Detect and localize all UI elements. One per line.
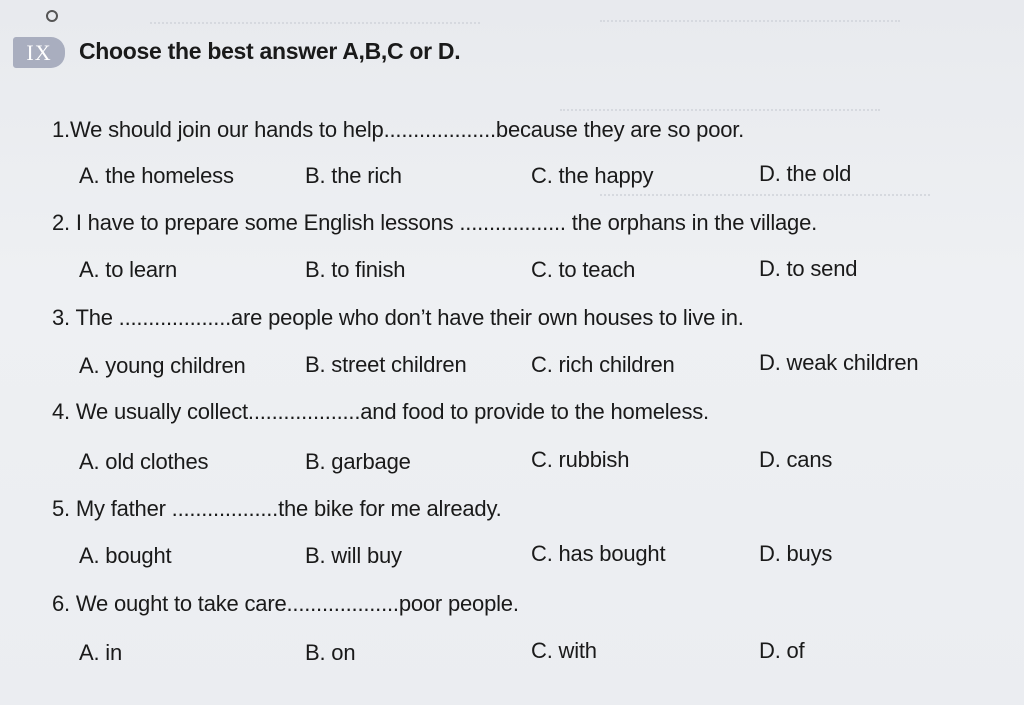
- option-a[interactable]: A. the homeless: [79, 163, 234, 188]
- option-c[interactable]: C. rubbish: [531, 447, 630, 472]
- option-d[interactable]: D. the old: [759, 161, 852, 186]
- bleed-through-line: [560, 95, 880, 111]
- option-b[interactable]: B. will buy: [305, 543, 402, 568]
- option-a[interactable]: A. to learn: [79, 257, 178, 282]
- option-c[interactable]: C. with: [531, 638, 597, 663]
- question-text: 4. We usually collect...................and food to provide to the homeless.: [52, 399, 709, 424]
- question-text: 6. We ought to take care...................poor people.: [52, 591, 519, 616]
- option-d[interactable]: D. to send: [759, 256, 858, 281]
- question-text: 3. The ...................are people who don’t have their own houses to live in.: [52, 305, 744, 330]
- option-a[interactable]: A. old clothes: [79, 449, 209, 474]
- section-number-badge: IX: [13, 37, 65, 68]
- question-text: 2. I have to prepare some English lessons .................. the orphans in the village.: [52, 210, 818, 235]
- option-d[interactable]: D. cans: [759, 447, 833, 472]
- pin-icon: [46, 10, 58, 22]
- option-b[interactable]: B. to finish: [305, 257, 406, 282]
- bleed-through-line: [150, 8, 480, 24]
- option-b[interactable]: B. the rich: [305, 163, 402, 188]
- bleed-through-line: [600, 6, 900, 22]
- option-d[interactable]: D. buys: [759, 541, 833, 566]
- option-b[interactable]: B. on: [305, 640, 356, 665]
- option-c[interactable]: C. has bought: [531, 541, 666, 566]
- option-c[interactable]: C. to teach: [531, 257, 636, 282]
- option-c[interactable]: C. the happy: [531, 163, 654, 188]
- option-d[interactable]: D. weak children: [759, 350, 919, 375]
- option-a[interactable]: A. young children: [79, 353, 246, 378]
- option-a[interactable]: A. bought: [79, 543, 172, 568]
- question-text: 1.We should join our hands to help...................because they are so poor.: [52, 117, 745, 142]
- option-c[interactable]: C. rich children: [531, 352, 675, 377]
- option-d[interactable]: D. of: [759, 638, 805, 663]
- section-instruction: Choose the best answer A,B,C or D.: [79, 38, 461, 64]
- question-text: 5. My father ..................the bike for me already.: [52, 496, 502, 521]
- option-b[interactable]: B. street children: [305, 352, 467, 377]
- option-a[interactable]: A. in: [79, 640, 123, 665]
- option-b[interactable]: B. garbage: [305, 449, 411, 474]
